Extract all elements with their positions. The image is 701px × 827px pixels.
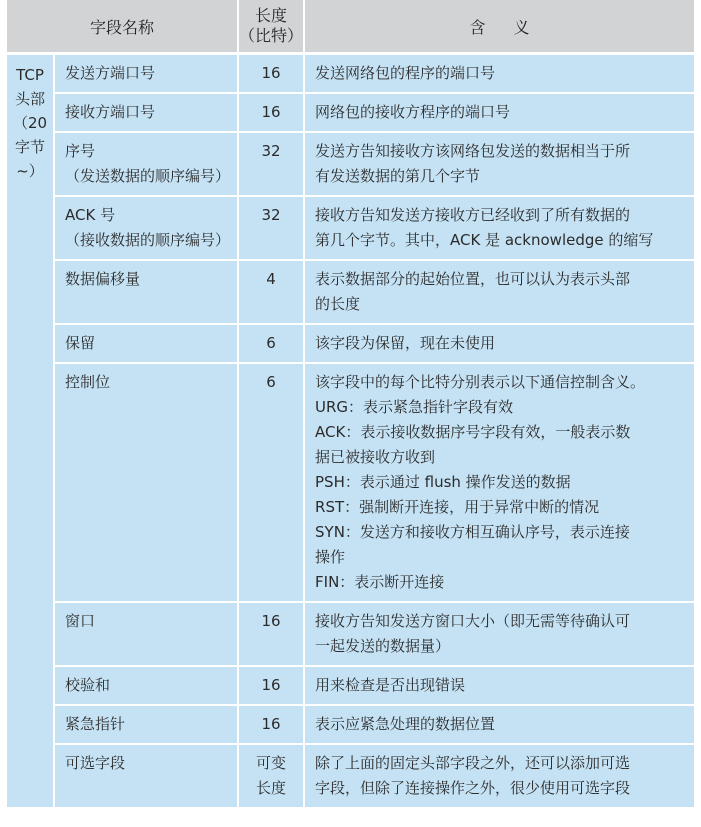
field-name-line: 控制位	[65, 373, 111, 391]
field-name-line: （发送数据的顺序编号）	[65, 167, 231, 185]
group-label-line: TCP	[16, 66, 44, 84]
field-name-line: 发送方端口号	[65, 64, 156, 82]
field-meaning-line: 除了上面的固定头部字段之外，还可以添加可选	[315, 754, 631, 772]
field-meaning-line: 该字段为保留，现在未使用	[315, 334, 496, 352]
field-name-cell	[55, 706, 239, 745]
field-meaning-line: 用来检查是否出现错误	[315, 676, 466, 694]
field-name-cell	[55, 55, 239, 94]
field-meaning-line: 表示数据部分的起始位置，也可以认为表示头部	[315, 270, 631, 288]
field-meaning-line: 的长度	[315, 295, 361, 313]
field-meaning-line: RST：强制断开连接，用于异常中断的情况	[315, 498, 600, 516]
table-row	[7, 667, 694, 706]
field-meaning-line: 表示应紧急处理的数据位置	[315, 715, 496, 733]
field-meaning-line: URG：表示紧急指针字段有效	[315, 398, 514, 416]
table-row	[7, 94, 694, 133]
field-bits-cell	[239, 325, 305, 364]
header-bits	[239, 0, 305, 55]
field-bits-cell	[239, 667, 305, 706]
table-row	[7, 325, 694, 364]
field-meaning-line: 第几个字节。其中，ACK 是 acknowledge 的缩写	[315, 231, 654, 249]
field-name-line: （接收数据的顺序编号）	[65, 231, 231, 249]
field-meaning-cell	[305, 745, 694, 809]
field-name-line: 数据偏移量	[65, 270, 141, 288]
field-meaning-line: 接收方告知发送方窗口大小（即无需等待确认可	[315, 612, 631, 630]
field-meaning-cell	[305, 261, 694, 325]
field-meaning-line: 字段，但除了连接操作之外，很少使用可选字段	[315, 779, 631, 797]
field-name-cell	[55, 133, 239, 197]
field-bits-cell	[239, 603, 305, 667]
field-bits-line: 16	[261, 612, 281, 630]
field-bits-cell	[239, 261, 305, 325]
field-name-cell	[55, 745, 239, 809]
field-name-cell	[55, 197, 239, 261]
field-meaning-line: 发送方告知接收方该网络包发送的数据相当于所	[315, 142, 631, 160]
field-name-line: 可选字段	[65, 754, 126, 772]
field-meaning-line: 接收方告知发送方接收方已经收到了所有数据的	[315, 206, 631, 224]
field-name-cell	[55, 364, 239, 603]
field-bits-line: 6	[266, 373, 276, 391]
field-bits-cell	[239, 55, 305, 94]
field-name-cell	[55, 325, 239, 364]
table-row	[7, 261, 694, 325]
header-meaning: 含义	[305, 0, 694, 55]
field-bits-line: 16	[261, 103, 281, 121]
field-name-cell	[55, 94, 239, 133]
header-field-name: 字段名称	[7, 0, 239, 55]
field-name-cell	[55, 261, 239, 325]
field-meaning-cell	[305, 197, 694, 261]
table-row	[7, 745, 694, 809]
field-meaning-line: PSH：表示通过 flush 操作发送的数据	[315, 473, 571, 491]
field-bits-cell	[239, 745, 305, 809]
field-bits-line: 32	[261, 142, 281, 160]
field-meaning-cell	[305, 325, 694, 364]
field-bits-line: 4	[266, 270, 276, 288]
group-label-line: ~）	[16, 162, 44, 180]
field-meaning-cell	[305, 667, 694, 706]
header-bits-line1: 长度	[255, 6, 288, 25]
field-meaning-line: 网络包的接收方程序的端口号	[315, 103, 511, 121]
field-bits-cell	[239, 94, 305, 133]
field-meaning-cell	[305, 94, 694, 133]
field-bits-line: 可变	[256, 754, 287, 772]
header-bits-line2: （比特）	[239, 26, 304, 45]
field-meaning-line: SYN：发送方和接收方相互确认序号，表示连接	[315, 523, 630, 541]
field-meaning-cell	[305, 706, 694, 745]
field-meaning-cell	[305, 364, 694, 603]
field-bits-cell	[239, 197, 305, 261]
field-name-line: 校验和	[65, 676, 111, 694]
field-name-line: 保留	[65, 334, 96, 352]
field-bits-cell	[239, 133, 305, 197]
table-row	[7, 133, 694, 197]
group-label-line: （20	[12, 114, 48, 132]
field-meaning-line: FIN：表示断开连接	[315, 573, 445, 591]
field-meaning-line: 发送网络包的程序的端口号	[315, 64, 496, 82]
field-meaning-line: 一起发送的数据量）	[315, 637, 451, 655]
field-meaning-cell	[305, 55, 694, 94]
field-meaning-line: 该字段中的每个比特分别表示以下通信控制含义。	[315, 373, 646, 391]
table-row	[7, 55, 694, 94]
field-meaning-line: 有发送数据的第几个字节	[315, 167, 481, 185]
group-label-line: 字节	[14, 138, 45, 156]
field-name-line: ACK 号	[65, 206, 116, 224]
table-row	[7, 603, 694, 667]
field-bits-line: 16	[261, 64, 281, 82]
group-label-tcp-header	[7, 55, 55, 809]
field-meaning-cell	[305, 603, 694, 667]
field-bits-line: 32	[261, 206, 281, 224]
field-name-cell	[55, 603, 239, 667]
field-meaning-line: ACK：表示接收数据序号字段有效，一般表示数	[315, 423, 631, 441]
table-header-row	[7, 0, 694, 55]
field-bits-line: 16	[261, 676, 281, 694]
field-name-line: 接收方端口号	[65, 103, 156, 121]
tcp-header-table	[7, 0, 694, 809]
field-bits-line: 16	[261, 715, 281, 733]
field-name-cell	[55, 667, 239, 706]
table-row	[7, 197, 694, 261]
field-name-line: 窗口	[65, 612, 96, 630]
field-bits-cell	[239, 364, 305, 603]
table-body	[7, 55, 694, 809]
field-meaning-line: 据已被接收方收到	[315, 448, 436, 466]
field-bits-line: 长度	[256, 779, 287, 797]
field-name-line: 紧急指针	[65, 715, 126, 733]
field-name-line: 序号	[65, 142, 96, 160]
table-row	[7, 364, 694, 603]
field-bits-line: 6	[266, 334, 276, 352]
field-meaning-cell	[305, 133, 694, 197]
group-label-line: 头部	[14, 90, 45, 108]
field-meaning-line: 操作	[315, 548, 346, 566]
table-row	[7, 706, 694, 745]
field-bits-cell	[239, 706, 305, 745]
